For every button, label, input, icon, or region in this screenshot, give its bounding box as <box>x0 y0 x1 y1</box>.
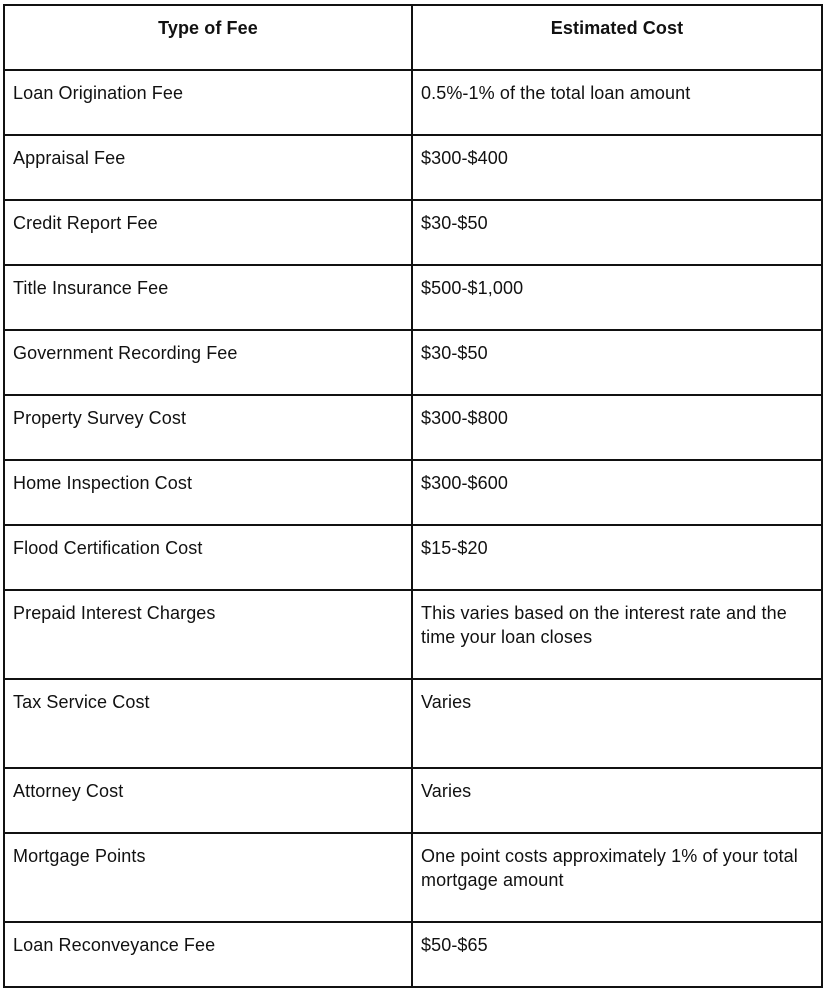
estimated-cost-cell: $300-$600 <box>412 460 822 525</box>
fee-type-cell: Attorney Cost <box>4 768 412 833</box>
estimated-cost-cell: One point costs approximately 1% of your total mortgage amount <box>412 833 822 922</box>
estimated-cost-cell: $50-$65 <box>412 922 822 987</box>
estimated-cost-cell: Varies <box>412 679 822 768</box>
fee-type-cell: Flood Certification Cost <box>4 525 412 590</box>
table-row <box>4 768 822 833</box>
table-row <box>4 265 822 330</box>
fee-type-cell: Credit Report Fee <box>4 200 412 265</box>
table-row <box>4 200 822 265</box>
table-row <box>4 395 822 460</box>
fee-type-cell: Home Inspection Cost <box>4 460 412 525</box>
header-type-of-fee: Type of Fee <box>4 5 412 70</box>
table-row <box>4 135 822 200</box>
fee-type-cell: Property Survey Cost <box>4 395 412 460</box>
estimated-cost-cell: This varies based on the interest rate and the time your loan closes <box>412 590 822 679</box>
table-row <box>4 833 822 922</box>
estimated-cost-cell: $15-$20 <box>412 525 822 590</box>
fee-type-cell: Tax Service Cost <box>4 679 412 768</box>
table-row <box>4 460 822 525</box>
table-row <box>4 922 822 987</box>
fee-type-cell: Mortgage Points <box>4 833 412 922</box>
table-row <box>4 330 822 395</box>
header-estimated-cost: Estimated Cost <box>412 5 822 70</box>
estimated-cost-cell: 0.5%-1% of the total loan amount <box>412 70 822 135</box>
table-row <box>4 590 822 679</box>
estimated-cost-cell: $500-$1,000 <box>412 265 822 330</box>
table-row <box>4 679 822 768</box>
estimated-cost-cell: $300-$400 <box>412 135 822 200</box>
fee-type-cell: Loan Origination Fee <box>4 70 412 135</box>
fee-type-cell: Title Insurance Fee <box>4 265 412 330</box>
table-row <box>4 70 822 135</box>
fee-type-cell: Prepaid Interest Charges <box>4 590 412 679</box>
table-row <box>4 525 822 590</box>
table-header-row <box>4 5 822 70</box>
estimated-cost-cell: $30-$50 <box>412 330 822 395</box>
fee-type-cell: Loan Reconveyance Fee <box>4 922 412 987</box>
fee-table <box>3 4 823 988</box>
estimated-cost-cell: $300-$800 <box>412 395 822 460</box>
estimated-cost-cell: $30-$50 <box>412 200 822 265</box>
fee-type-cell: Appraisal Fee <box>4 135 412 200</box>
fee-type-cell: Government Recording Fee <box>4 330 412 395</box>
estimated-cost-cell: Varies <box>412 768 822 833</box>
